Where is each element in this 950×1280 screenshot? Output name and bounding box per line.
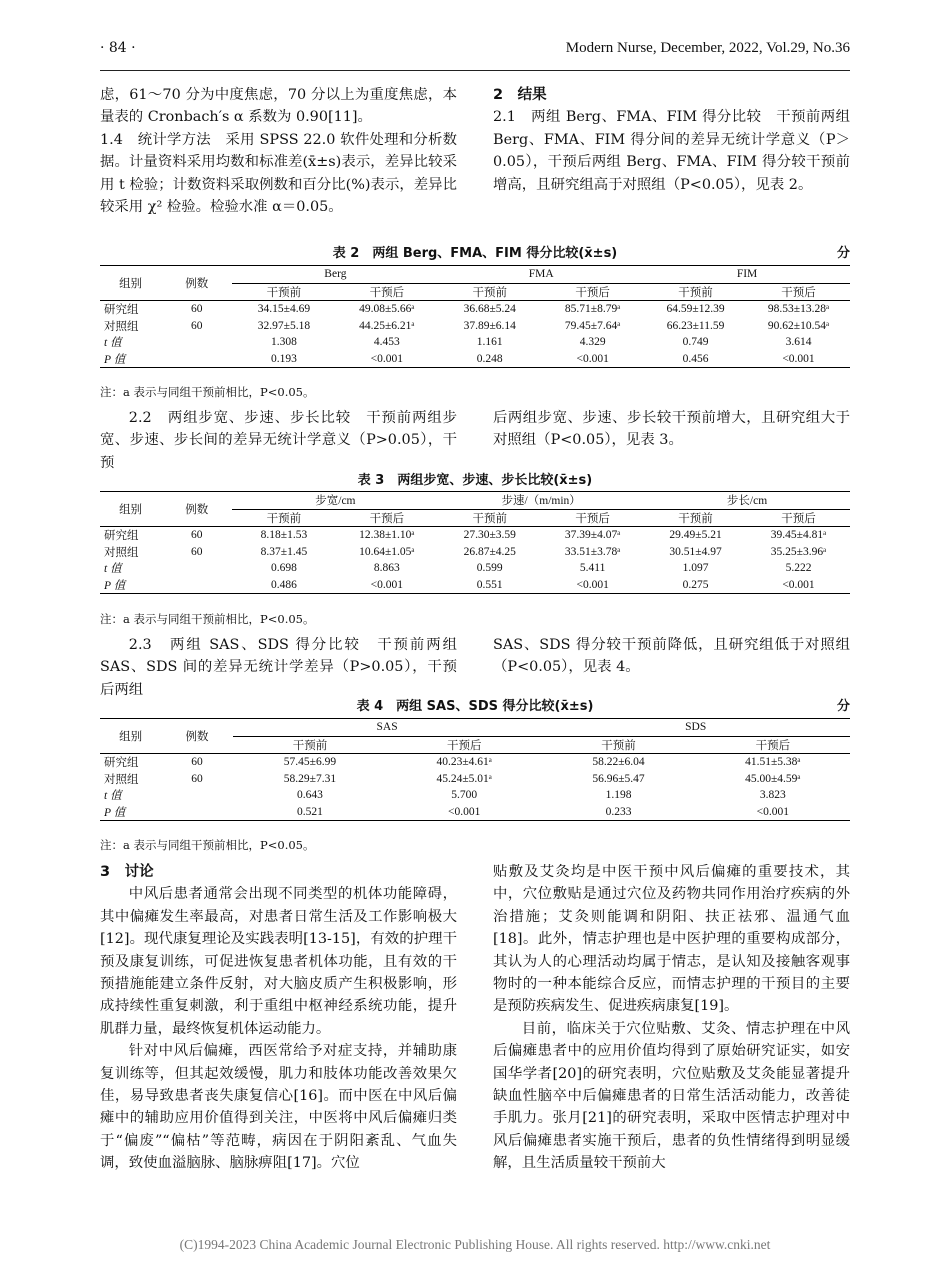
col-subheader: 干预后 [696,736,850,754]
row-label: 研究组 [104,757,139,770]
page-number: · 84 · [100,40,136,56]
table-cell: 8.37±1.45 [260,545,308,558]
col-subheader: 干预后 [541,509,644,527]
table-cell: <0.001 [747,351,850,368]
row-label: t 值 [104,337,122,350]
table-cell: 26.87±4.25 [463,545,516,558]
paragraph: 1.4 统计学方法 采用 SPSS 22.0 软件处理和分析数据。计量资料采用均数和标准差(x̄±s)表示，差异比较采用 t 检验；计数资料采取例数和百分比(%)表示，差异比较采用 χ² 检验。检验水准 α＝0.05。 [100,131,457,216]
col-subheader: 干预前 [644,283,747,301]
col-group-header: 步宽/cm [232,492,438,510]
row-label: t 值 [104,563,122,576]
section-heading-discussion: 3 讨论 [100,864,154,880]
table-cell: 56.96±5.47 [592,772,645,785]
col-group-header: 步速/（m/min） [438,492,644,510]
sec23-left [100,634,457,701]
table-cell: <0.001 [696,804,850,821]
table-cell [161,560,232,577]
table-cell [161,787,233,804]
col-subheader: 干预后 [747,509,850,527]
table-cell: 58.29±7.31 [283,772,337,785]
table-cell: 36.68±5.24 [463,303,516,316]
discussion-right [493,861,850,1175]
table-cell: 79.45±7.64ᵃ [564,319,621,332]
col-group-header: SAS [233,719,542,737]
table-cell: 8.863 [373,562,400,575]
table-cell: 98.53±13.28ᵃ [767,303,830,316]
caption-text: 表 4 两组 SAS、SDS 得分比较(x̄±s) [356,699,594,714]
paragraph: 针对中风后偏瘫，西医常给予对症支持，并辅助康复训练等，但其起效缓慢，肌力和肢体功能改善效果欠佳，易导致患者丧失康复信心[16]。而中医在中风后偏瘫中的辅助应用价值得到关注，中医将中风后偏瘫归类于“偏废”“偏枯”等范畴，病因在于阴阳紊乱、气血失调，致使血溢脑脉、脑脉痹阻[17]。穴位 [100,1043,457,1172]
table-cell: 58.22±6.04 [592,756,645,769]
col-subheader: 干预前 [233,736,387,754]
table-cell: 39.45±4.81ᵃ [770,529,827,542]
col-subheader: 干预前 [541,736,695,754]
discussion-left [100,861,457,1175]
col-group-header: FMA [438,266,644,284]
row-label: P 值 [100,351,161,368]
table-cell: 64.59±12.39 [666,303,725,316]
table-cell: 32.97±5.18 [257,319,311,332]
paragraph: 2.3 两组 SAS、SDS 得分比较 干预前两组 SAS、SDS 间的差异无统计学差异（P>0.05），干预后两组 [100,637,457,698]
row-label: P 值 [100,577,161,594]
table-cell: 45.24±5.01ᵃ [436,772,492,785]
table-cell: <0.001 [541,351,644,368]
col-subheader: 干预后 [335,509,438,527]
table-cell: <0.001 [335,351,438,368]
table-cell: 0.486 [232,577,335,594]
col-subheader: 干预前 [438,509,541,527]
table-cell: 49.08±5.66ᵃ [359,303,415,316]
table-cell: <0.001 [387,804,541,821]
table-cell: 0.643 [297,789,323,802]
table-cell: 0.248 [438,351,541,368]
col-subheader: 干预后 [387,736,541,754]
col-header-group: 组别 [100,492,161,527]
table-row [100,334,850,351]
table-row [100,787,850,804]
table-cell: 0.193 [232,351,335,368]
caption-text: 表 2 两组 Berg、FMA、FIM 得分比较(x̄±s) [332,246,618,261]
table-row [100,301,850,318]
table-cell: 30.51±4.97 [669,545,722,558]
table-cell: <0.001 [335,577,438,594]
table-row [100,318,850,335]
page-header [100,40,850,60]
table4-note: 注：a 表示与同组干预前相比，P<0.05。 [100,838,315,852]
section-heading-results: 2 结果 [493,87,547,103]
table-cell: 3.614 [785,336,812,349]
paragraph: 后两组步宽、步速、步长较干预前增大，且研究组大于对照组（P<0.05），见表 3。 [493,410,850,449]
table-cell: <0.001 [541,577,644,594]
table-cell: 41.51±5.38ᵃ [745,756,801,769]
table-header-row [100,719,850,737]
table-row [100,577,850,594]
table-cell: 85.71±8.79ᵃ [564,303,621,316]
table-cell: 29.49±5.21 [669,529,722,542]
table-cell: 12.38±1.10ᵃ [359,529,415,542]
table-row [100,804,850,821]
unit-label: 分 [836,246,850,261]
sec22-right [493,407,850,452]
table-cell: 1.161 [476,336,503,349]
col-header-n: 例数 [161,492,232,527]
paragraph: 目前，临床关于穴位贴敷、艾灸、情志护理在中风后偏瘫患者中的应用价值均得到了原始研究证实，如安国华学者[20]的研究表明，穴位贴敷及艾灸能显著提升缺血性脑卒中后偏瘫患者的日常生活活动能力，改善徒手肌力。张月[21]的研究表明，采取中医情志护理对中风后偏瘫患者实施干预后，患者的负性情绪得到明显缓解，且生活质量较干预前大 [493,1020,850,1172]
table-cell [161,804,233,821]
table-cell: 90.62±10.54ᵃ [767,319,830,332]
table-row [100,771,850,788]
table4-caption [100,695,850,714]
col-header-n: 例数 [161,266,232,301]
row-label: 研究组 [104,304,139,317]
table-cell [161,334,232,351]
top-left-column [100,84,457,218]
paragraph: SAS、SDS 得分较干预前降低，且研究组低于对照组（P<0.05），见表 4。 [493,637,850,676]
table-cell: 5.700 [451,789,478,802]
row-label: 研究组 [104,530,139,543]
table-cell: 60 [191,756,203,769]
col-subheader: 干预后 [541,283,644,301]
table-cell: 37.89±6.14 [463,319,516,332]
table-cell: 0.456 [644,351,747,368]
journal-info: Modern Nurse, December, 2022, Vol.29, No.36 [565,40,850,56]
table-cell: 1.308 [270,336,297,349]
table2 [100,265,850,368]
table-row [100,544,850,561]
row-label: 对照组 [104,773,139,786]
table-cell: 0.749 [682,336,709,349]
table-cell: 44.25±6.21ᵃ [359,319,415,332]
header-rule [100,70,850,71]
table-row [100,527,850,544]
table-cell: 8.18±1.53 [260,529,308,542]
table-header-row [100,492,850,510]
table-cell: 40.23±4.61ᵃ [436,756,492,769]
table-cell: 37.39±4.07ᵃ [564,529,621,542]
copyright-footer: (C)1994-2023 China Academic Journal Electronic Publishing House. All rights reserved. http://www.cnki.net [179,1237,771,1252]
table-cell: 60 [191,772,203,785]
paragraph: 2.1 两组 Berg、FMA、FIM 得分比较 干预前两组 Berg、FMA、FIM 得分间的差异无统计学意义（P＞0.05），干预后两组 Berg、FMA、FIM 得分较干预前增高，且研究组高于对照组（P<0.05），见表 2。 [493,109,850,193]
row-label: 对照组 [104,320,139,333]
paragraph: 2.2 两组步宽、步速、步长比较 干预前两组步宽、步速、步长间的差异无统计学意义（P>0.05），干预 [100,410,457,471]
top-right-column [493,84,850,196]
table-cell: 0.599 [476,562,503,575]
col-header-group: 组别 [100,266,161,301]
table-cell [161,577,232,594]
table-cell: 0.233 [541,804,695,821]
table-cell: 1.198 [605,789,632,802]
table3-note: 注：a 表示与同组干预前相比，P<0.05。 [100,612,315,626]
col-subheader: 干预前 [438,283,541,301]
col-subheader: 干预后 [747,283,850,301]
paragraph: 贴敷及艾灸均是中医干预中风后偏瘫的重要技术，其中，穴位敷贴是通过穴位及药物共同作用治疗疾病的外治措施；艾灸则能调和阴阳、扶正祛邪、温通气血[18]。此外，情志护理也是中医护理的重要构成部分，其认为人的心理活动均属于情志，是认知及接触客观事物时的一种本能综合反应，而情志护理的干预目的主要是预防疾病发生、促进疾病康复[19]。 [493,864,850,1015]
table-cell: <0.001 [747,577,850,594]
sec23-right [493,634,850,679]
table-cell: 0.551 [438,577,541,594]
table-cell: 27.30±3.59 [463,529,516,542]
table-cell: 3.823 [759,789,786,802]
table-row [100,351,850,368]
table-cell: 5.411 [579,562,606,575]
table-cell: 60 [191,529,203,542]
unit-label: 分 [836,699,850,714]
table4 [100,718,850,821]
col-group-header: Berg [232,266,438,284]
table-row [100,754,850,771]
row-label: t 值 [104,790,122,803]
table-cell: 60 [191,319,203,332]
row-label: 对照组 [104,546,139,559]
col-subheader: 干预后 [335,283,438,301]
paragraph: 虑，61～70 分为中度焦虑，70 分以上为重度焦虑，本量表的 Cronbach′s α 系数为 0.90[11]。 [100,87,457,126]
table-cell: 1.097 [682,562,709,575]
table-cell: 60 [191,545,203,558]
row-label: P 值 [100,804,161,821]
col-subheader: 干预前 [232,509,335,527]
table-row [100,560,850,577]
table-cell: 34.15±4.69 [257,303,311,316]
table3 [100,491,850,594]
caption-text: 表 3 两组步宽、步速、步长比较(x̄±s) [357,473,593,488]
paragraph: 中风后患者通常会出现不同类型的机体功能障碍，其中偏瘫发生率最高，对患者日常生活及工作影响极大[12]。现代康复理论及实践表明[13-15]，有效的护理干预及康复训练，可促进恢复患者机体功能，且有效的干预措施能建立条件反射，对大脑皮质产生积极影响，形成持续性重复刺激，利于重组中枢神经系统功能，提升肌群力量，最终恢复机体运动能力。 [100,886,457,1037]
table3-caption [100,469,850,488]
table-cell: 0.698 [270,562,297,575]
col-header-n: 例数 [161,719,233,754]
col-group-header: SDS [541,719,850,737]
table-cell: 60 [191,303,203,316]
table-cell: 57.45±6.99 [283,756,337,769]
table-cell: 4.329 [579,336,606,349]
sec22-left [100,407,457,474]
col-subheader: 干预前 [644,509,747,527]
table-cell: 35.25±3.96ᵃ [770,545,827,558]
table-cell: 5.222 [785,562,812,575]
col-subheader: 干预前 [232,283,335,301]
table2-note: 注：a 表示与同组干预前相比，P<0.05。 [100,385,315,399]
table-cell: 45.00±4.59ᵃ [745,772,801,785]
table-header-row [100,266,850,284]
table-cell: 0.521 [233,804,387,821]
table-cell: 66.23±11.59 [666,319,725,332]
table-cell: 4.453 [373,336,400,349]
table-cell [161,351,232,368]
table-cell: 10.64±1.05ᵃ [359,545,415,558]
table-cell: 0.275 [644,577,747,594]
col-header-group: 组别 [100,719,161,754]
table2-caption [100,242,850,261]
col-group-header: FIM [644,266,850,284]
col-group-header: 步长/cm [644,492,850,510]
table-cell: 33.51±3.78ᵃ [564,545,621,558]
